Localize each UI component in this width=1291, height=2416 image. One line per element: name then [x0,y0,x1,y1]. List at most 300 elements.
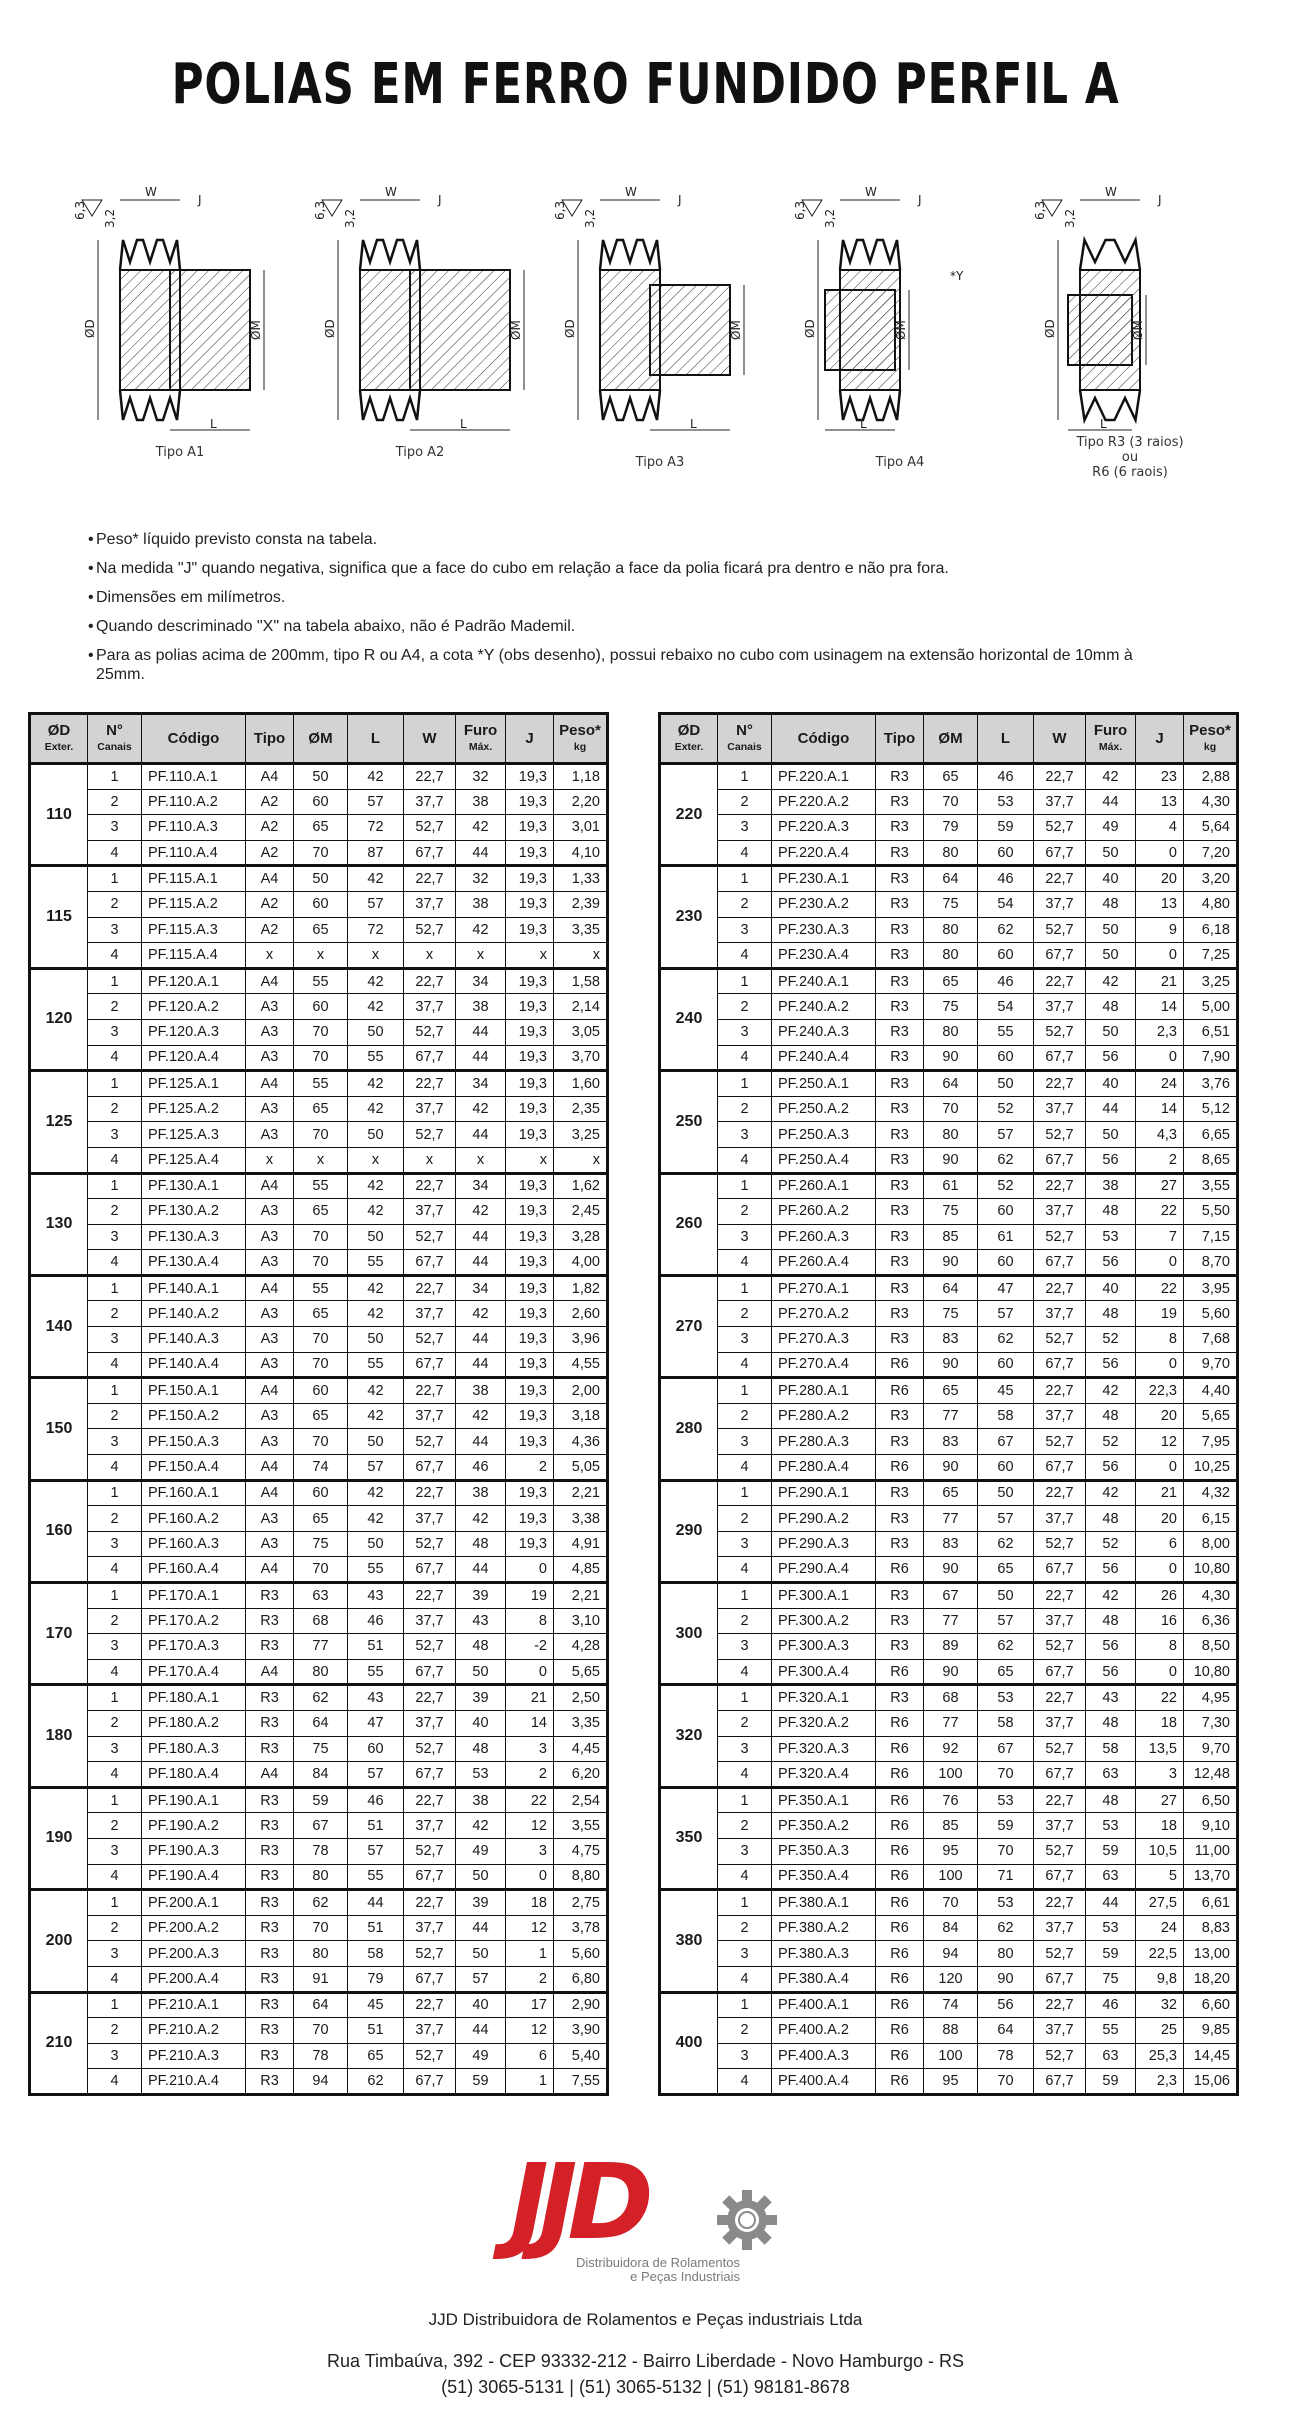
cell-diameter: 250 [660,1071,718,1173]
cell-width: 67,7 [1034,1659,1086,1685]
table-row [660,1147,1238,1173]
cell-weight: 14,45 [1184,2043,1238,2069]
cell-type: A4 [246,1480,294,1506]
cell-width: 37,7 [1034,1506,1086,1532]
cell-max-bore: 56 [1086,1634,1136,1660]
diameter-group [30,1787,608,1889]
cell-hub-diameter: 75 [924,1199,978,1225]
table-row [660,1915,1238,1941]
cell-code: PF.180.A.3 [142,1736,246,1762]
cell-hub-diameter: 70 [294,1429,348,1455]
cell-max-bore: 50 [1086,917,1136,943]
cell-hub-diameter: 70 [294,1045,348,1071]
cell-hub-diameter: 79 [924,815,978,841]
cell-diameter: 400 [660,1992,718,2094]
cell-weight: 9,10 [1184,1813,1238,1839]
cell-max-bore: 57 [456,1966,506,1992]
cell-width: 52,7 [1034,1429,1086,1455]
cell-hub-diameter: 84 [294,1762,348,1788]
cell-weight: 6,36 [1184,1608,1238,1634]
table-row [30,968,608,994]
cell-hub-diameter: 90 [924,1250,978,1276]
cell-code: PF.270.A.1 [772,1275,876,1301]
cell-type: R3 [246,1787,294,1813]
cell-width: 52,7 [1034,815,1086,841]
table-row [30,1710,608,1736]
cell-length: 70 [978,1762,1034,1788]
cell-channels: 3 [88,1122,142,1148]
cell-j: 24 [1136,1915,1184,1941]
cell-j: 19,3 [506,1327,554,1353]
cell-length: 79 [348,1966,404,1992]
cell-j: 19 [1136,1301,1184,1327]
cell-channels: 3 [718,1122,772,1148]
header-weight-label: Peso* [1189,721,1231,739]
cell-code: PF.120.A.1 [142,968,246,994]
cell-channels: 3 [718,1736,772,1762]
cell-channels: 2 [718,1710,772,1736]
cell-type: R3 [246,2018,294,2044]
cell-length: 50 [348,1327,404,1353]
cell-weight: 2,21 [554,1583,608,1609]
cell-weight: 5,05 [554,1455,608,1481]
note-item: • Na medida "J" quando negativa, significa que a face do cubo em relação a face da polia ficará pra dentro e não pra fora. [88,559,1148,578]
cell-code: PF.350.A.3 [772,1838,876,1864]
dim-j-label: J [1158,193,1162,207]
cell-weight: 3,55 [1184,1173,1238,1199]
roughness-32-label: 3,2 [583,208,597,228]
cell-code: PF.110.A.2 [142,789,246,815]
cell-channels: 4 [88,1147,142,1173]
cell-weight: 3,18 [554,1403,608,1429]
cell-type: A2 [246,917,294,943]
cell-width: 22,7 [1034,764,1086,790]
table-header-row [30,714,608,764]
cell-code: PF.400.A.3 [772,2043,876,2069]
cell-max-bore: 42 [1086,764,1136,790]
cell-weight: 1,60 [554,1071,608,1097]
diameter-group [30,1480,608,1582]
cell-weight: 4,85 [554,1557,608,1583]
cell-hub-diameter: 60 [294,1378,348,1404]
cell-code: PF.130.A.3 [142,1224,246,1250]
cell-weight: 7,15 [1184,1224,1238,1250]
cell-j: 19,3 [506,815,554,841]
dim-d-label: ØD [1043,319,1057,338]
cell-hub-diameter: 65 [924,1378,978,1404]
dim-d-label: ØD [563,319,577,338]
cell-type: A4 [246,1762,294,1788]
cell-width: 37,7 [404,1915,456,1941]
cell-width: 37,7 [404,1608,456,1634]
header-hub-diameter-label: ØM [308,729,333,747]
cell-j: 20 [1136,866,1184,892]
cell-length: 71 [978,1864,1034,1890]
cell-weight: 6,80 [554,1966,608,1992]
cell-hub-diameter: 55 [294,968,348,994]
cell-hub-diameter: 77 [294,1634,348,1660]
cell-j: 0 [1136,1250,1184,1276]
table-row [30,1147,608,1173]
cell-hub-diameter: 70 [294,2018,348,2044]
dim-d-label: ØD [83,319,97,338]
cell-type: A3 [246,1045,294,1071]
cell-weight: 2,00 [554,1378,608,1404]
cell-code: PF.260.A.1 [772,1173,876,1199]
cell-weight: 9,70 [1184,1352,1238,1378]
cell-j: 19,3 [506,1531,554,1557]
header-diameter-label: ØD [47,721,71,739]
header-type [876,714,924,764]
cell-length: 47 [348,1710,404,1736]
cell-j: 10,5 [1136,1838,1184,1864]
cell-hub-diameter: 65 [924,968,978,994]
cell-hub-diameter: 70 [924,1096,978,1122]
cell-channels: 3 [718,1838,772,1864]
cell-width: 22,7 [404,1890,456,1916]
cell-hub-diameter: 60 [294,994,348,1020]
cell-max-bore: 34 [456,968,506,994]
cell-max-bore: 38 [456,994,506,1020]
cell-length: 42 [348,1275,404,1301]
dim-d-label: ØD [803,319,817,338]
cell-type: R6 [876,1659,924,1685]
cell-type: R3 [876,789,924,815]
cell-type: R3 [876,968,924,994]
cell-hub-diameter: 55 [294,1275,348,1301]
cell-weight: 9,85 [1184,2018,1238,2044]
cell-hub-diameter: 94 [294,2069,348,2095]
cell-length: 46 [978,764,1034,790]
cell-length: 55 [348,1250,404,1276]
cell-hub-diameter: 85 [924,1813,978,1839]
cell-width: 22,7 [1034,1275,1086,1301]
cell-length: 43 [348,1583,404,1609]
roughness-32-label: 3,2 [343,208,357,228]
cell-type: R3 [876,1327,924,1353]
cell-width: 52,7 [404,2043,456,2069]
cell-length: 51 [348,1813,404,1839]
pulley-section-svg [1033,150,1240,440]
cell-length: 60 [978,1455,1034,1481]
cell-length: 44 [348,1890,404,1916]
cell-length: 57 [348,1455,404,1481]
table-row [30,1122,608,1148]
cell-j: 20 [1136,1403,1184,1429]
cell-hub-diameter: 64 [924,1071,978,1097]
cell-j: 22 [506,1787,554,1813]
cell-code: PF.270.A.2 [772,1301,876,1327]
cell-type: R6 [876,1890,924,1916]
cell-channels: 3 [718,1531,772,1557]
cell-width: 52,7 [1034,1634,1086,1660]
cell-max-bore: 42 [456,1096,506,1122]
dim-l-label: L [690,417,697,431]
cell-type: R3 [246,1864,294,1890]
cell-j: 9,8 [1136,1966,1184,1992]
cell-type: R3 [876,1019,924,1045]
cell-hub-diameter: 90 [924,1352,978,1378]
cell-max-bore: 42 [1086,968,1136,994]
cell-weight: 7,20 [1184,840,1238,866]
cell-max-bore: 40 [1086,866,1136,892]
cell-code: PF.240.A.2 [772,994,876,1020]
cell-type: R6 [876,1455,924,1481]
cell-width: 67,7 [404,1864,456,1890]
cell-hub-diameter: 65 [294,917,348,943]
cell-channels: 4 [88,1966,142,1992]
cell-length: 72 [348,815,404,841]
cell-length: 51 [348,1915,404,1941]
cell-hub-diameter: 64 [294,1992,348,2018]
cell-max-bore: 48 [1086,1787,1136,1813]
diameter-group [30,1378,608,1480]
cell-length: 42 [348,1301,404,1327]
table-row [30,1403,608,1429]
cell-width: 67,7 [404,2069,456,2095]
cell-width: 67,7 [404,1455,456,1481]
cell-width: 22,7 [1034,1071,1086,1097]
table-row [660,1224,1238,1250]
cell-weight: 4,30 [1184,1583,1238,1609]
cell-channels: 4 [718,1352,772,1378]
cell-max-bore: 40 [1086,1071,1136,1097]
cell-code: PF.130.A.2 [142,1199,246,1225]
cell-diameter: 120 [30,968,88,1070]
cell-j: 19,3 [506,840,554,866]
dim-l-label: L [460,417,467,431]
cell-hub-diameter: 70 [294,1327,348,1353]
cell-width: 22,7 [404,1071,456,1097]
cell-j: 2,3 [1136,2069,1184,2095]
cell-type: R3 [876,815,924,841]
cell-type: R3 [876,994,924,1020]
cell-diameter: 260 [660,1173,718,1275]
cell-max-bore: 49 [1086,815,1136,841]
cell-diameter: 170 [30,1583,88,1685]
cell-length: 46 [978,968,1034,994]
cell-width: 52,7 [404,1122,456,1148]
cell-length: 62 [978,1915,1034,1941]
cell-channels: 4 [88,1045,142,1071]
diameter-group [660,866,1238,968]
header-diameter [660,714,718,764]
page-title: POLIAS EM FERRO FUNDIDO PERFIL A [171,52,1120,117]
cell-j: 19,3 [506,994,554,1020]
cell-j: 19,3 [506,1480,554,1506]
cell-type: R3 [876,1608,924,1634]
cell-code: PF.230.A.3 [772,917,876,943]
cell-hub-diameter: 75 [924,1301,978,1327]
cell-channels: 3 [718,1429,772,1455]
cell-width: 22,7 [404,1685,456,1711]
cell-hub-diameter: 91 [294,1966,348,1992]
cell-weight: 3,25 [554,1122,608,1148]
cell-j: 1 [506,2069,554,2095]
cell-length: 42 [348,764,404,790]
cell-weight: 1,62 [554,1173,608,1199]
drawing-type-label-line: Tipo A1 [155,445,205,460]
cell-length: 47 [978,1275,1034,1301]
cell-channels: 3 [88,2043,142,2069]
cell-weight: 8,80 [554,1864,608,1890]
roughness-63-label: 6,3 [1033,200,1047,220]
cell-max-bore: 42 [456,815,506,841]
cell-width: 37,7 [1034,1301,1086,1327]
cell-channels: 2 [718,891,772,917]
header-weight-label: Peso* [559,721,601,739]
cell-j: 3 [506,1838,554,1864]
cell-max-bore: 44 [456,840,506,866]
dim-m-label: ØM [249,320,263,340]
cell-type: R3 [876,1301,924,1327]
cell-j: 19,3 [506,1045,554,1071]
cell-hub-diameter: 65 [294,1506,348,1532]
cell-type: A3 [246,1506,294,1532]
cell-j: 5 [1136,1864,1184,1890]
cell-code: PF.290.A.3 [772,1531,876,1557]
cell-channels: 3 [88,1838,142,1864]
table-row [30,789,608,815]
cell-width: x [404,1147,456,1173]
cell-j: 19,3 [506,1506,554,1532]
cell-code: PF.260.A.4 [772,1250,876,1276]
cell-width: 22,7 [404,866,456,892]
dim-w-label: W [865,185,877,199]
cell-hub-diameter: 75 [294,1736,348,1762]
cell-length: 65 [978,1557,1034,1583]
cell-code: PF.380.A.3 [772,1941,876,1967]
cell-max-bore: 38 [456,1378,506,1404]
cell-j: 19,3 [506,1275,554,1301]
dim-j-label: J [438,193,442,207]
cell-hub-diameter: 84 [924,1915,978,1941]
cell-code: PF.180.A.4 [142,1762,246,1788]
cell-code: PF.115.A.1 [142,866,246,892]
header-hub-diameter [924,714,978,764]
drawing-type-label [330,445,510,460]
cell-j: 19,3 [506,1019,554,1045]
table-row [30,1762,608,1788]
cell-length: 60 [978,1352,1034,1378]
cell-j: 19,3 [506,1199,554,1225]
cell-max-bore: 44 [456,1019,506,1045]
cell-diameter: 160 [30,1480,88,1582]
cell-channels: 3 [718,1327,772,1353]
diameter-group [660,1071,1238,1173]
cell-code: PF.190.A.1 [142,1787,246,1813]
cell-length: 42 [348,1480,404,1506]
cell-max-bore: 40 [1086,1275,1136,1301]
table-row [30,866,608,892]
cell-code: PF.115.A.2 [142,891,246,917]
cell-code: PF.210.A.2 [142,2018,246,2044]
table-row [660,1045,1238,1071]
cell-j: 25,3 [1136,2043,1184,2069]
cell-weight: 4,95 [1184,1685,1238,1711]
cell-weight: 6,51 [1184,1019,1238,1045]
cell-type: A3 [246,1301,294,1327]
table-row [30,994,608,1020]
cell-code: PF.160.A.4 [142,1557,246,1583]
cell-width: 22,7 [1034,1480,1086,1506]
cell-width: 37,7 [1034,1915,1086,1941]
cell-type: A2 [246,891,294,917]
cell-type: R6 [876,1762,924,1788]
cell-j: 19,3 [506,917,554,943]
cell-max-bore: 38 [456,891,506,917]
drawing-type-label-line: Tipo A2 [395,445,445,460]
cell-j: 19,3 [506,1224,554,1250]
cell-max-bore: 42 [456,1506,506,1532]
cell-weight: 2,20 [554,789,608,815]
header-width-label: W [422,729,437,747]
cell-max-bore: 44 [456,1224,506,1250]
cell-weight: 8,70 [1184,1250,1238,1276]
cell-max-bore: 44 [456,1122,506,1148]
cell-code: PF.320.A.4 [772,1762,876,1788]
diameter-group [660,1992,1238,2094]
cell-hub-diameter: 77 [924,1403,978,1429]
header-channels-sublabel: Canais [97,740,132,753]
cell-channels: 1 [718,1173,772,1199]
cell-width: 67,7 [1034,1147,1086,1173]
cell-code: PF.400.A.1 [772,1992,876,2018]
cell-type: R6 [876,1838,924,1864]
header-weight-sublabel: kg [573,740,587,753]
cell-max-bore: 55 [1086,2018,1136,2044]
cell-j: 24 [1136,1071,1184,1097]
cell-length: 58 [348,1941,404,1967]
table-row [660,994,1238,1020]
cell-length: 60 [978,943,1034,969]
cell-width: 67,7 [404,1659,456,1685]
header-code-label: Código [167,729,220,747]
cell-j: x [506,1147,554,1173]
cell-j: 22,5 [1136,1941,1184,1967]
cell-hub-diameter: 83 [924,1429,978,1455]
cell-weight: 7,95 [1184,1429,1238,1455]
cell-channels: 4 [718,1250,772,1276]
cell-channels: 2 [718,1199,772,1225]
cell-type: A3 [246,1352,294,1378]
cell-hub-diameter: 70 [294,840,348,866]
cell-j: 14 [1136,1096,1184,1122]
cell-j: 8 [1136,1327,1184,1353]
cell-weight: 3,38 [554,1506,608,1532]
cell-code: PF.120.A.2 [142,994,246,1020]
cell-max-bore: 52 [1086,1327,1136,1353]
cell-max-bore: 50 [456,1659,506,1685]
table-row [660,1480,1238,1506]
pulley-drawing [1033,150,1240,480]
cell-width: x [404,943,456,969]
cell-length: x [348,1147,404,1173]
cell-width: 52,7 [404,1429,456,1455]
cell-max-bore: 53 [1086,1915,1136,1941]
cell-length: 53 [978,1787,1034,1813]
cell-weight: 4,45 [554,1736,608,1762]
cell-code: PF.290.A.2 [772,1506,876,1532]
cell-type: R3 [876,764,924,790]
pulley-body [360,270,420,390]
groove-top [840,240,900,270]
cell-max-bore: 59 [1086,2069,1136,2095]
cell-weight: 4,30 [1184,789,1238,815]
cell-width: 52,7 [404,1224,456,1250]
cell-width: 22,7 [1034,1173,1086,1199]
cell-max-bore: x [456,943,506,969]
